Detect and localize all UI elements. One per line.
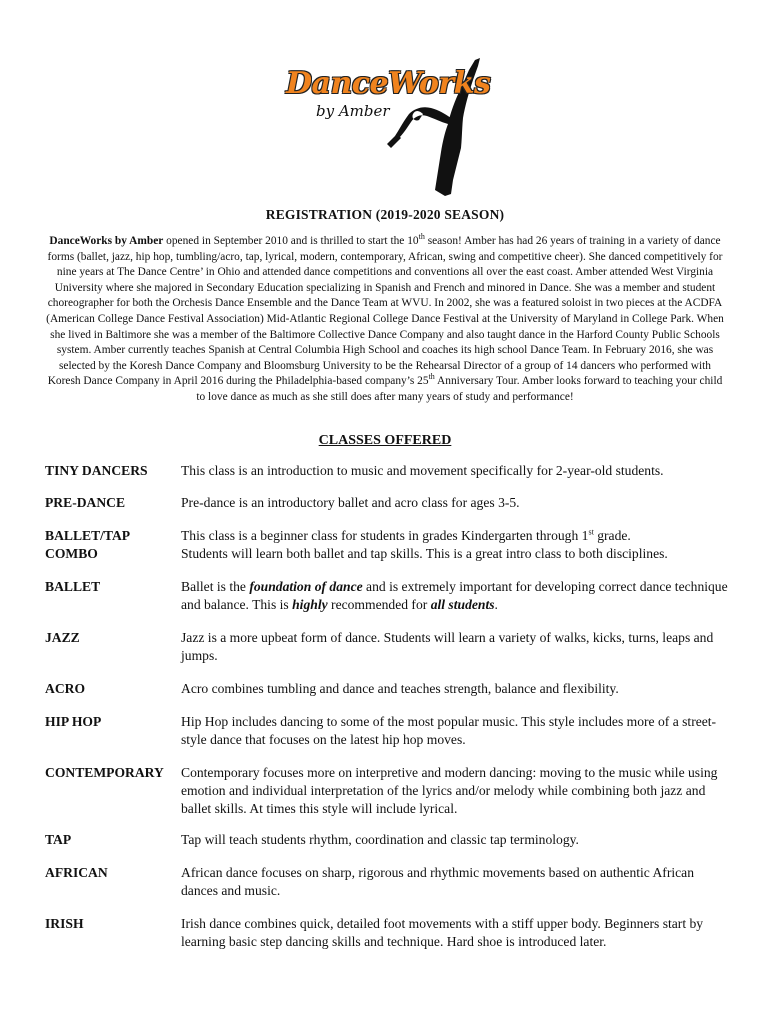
desc-text-5: recommended for [327,597,431,612]
class-name: IRISH [45,916,84,931]
desc-sup: st [588,527,594,537]
class-name-line-1: BALLET/TAP [45,528,131,543]
intro-sup-1: th [418,232,425,242]
brand-logo-text: DanceWorks [286,66,491,101]
desc-emphasis-foundation: foundation of dance [249,579,363,594]
class-description-line-1 [181,527,733,545]
desc-text-a: This class is a beginner class for students in grades Kindergarten through 1 [181,528,589,543]
class-name: BALLET [45,579,101,594]
class-description-line-2: Students will learn both ballet and tap skills. This is a great intro class to both disciplines. [181,546,668,561]
desc-text-7: . [494,597,498,612]
class-description: This class is an introduction to music and movement specifically for 2-year-old students. [181,463,664,478]
class-description: Pre-dance is an introductory ballet and acro class for ages 3-5. [181,495,520,510]
class-name: TAP [45,832,72,847]
intro-text-1: opened in September 2010 and is thrilled to start the 10 [163,235,419,247]
class-description: Jazz is a more upbeat form of dance. Students will learn a variety of walks, kicks, turns, leaps and jumps. [181,630,714,663]
class-description: Contemporary focuses more on interpretive and modern dancing: moving to the music while using emotion and individual interpretation of the lyrics and/or melody while combining both jazz and ballet skills. At times this style will include lyrical. [181,765,718,816]
class-name-line-2: COMBO [45,546,98,561]
class-name: PRE-DANCE [45,495,126,510]
intro-sup-2: th [428,372,435,382]
desc-text-b: grade. [593,528,631,543]
intro-text-2: season! Amber has had 26 years of training in a variety of dance forms (ballet, jazz, hip hop, tumbling/acro, tap, lyrical, modern, contemporary, African, swing and competitive cheer). She danced competitively for nine years at The Dance Centre’ in Ohio and attended dance competitions and conventions all over the east coast. Amber attended West Virginia University where she majored in Secondary Education specializing in Spanish and French and minored in Dance. She was a member and student choreographer for both the Orchesis Dance Ensemble and the Dance Team at WVU. In 2002, she was a featured soloist in two pieces at the ACDFA (American College Dance Festival Association) Mid-Atlantic Regional College Dance Festival at the University of Maryland in College Park. When she lived in Baltimore she was a member of the Baltimore Collective Dance Company and also taught dance in the Harford County Public Schools system. Amber currently teaches Spanish at Central Columbia High School and coaches its high school Dance Team. In February 2016, she was selected by the Koresh Dance Company and Bloomsburg University to be the Rehearsal Director of a group of 14 dancers who performed with Koresh Dance Company in April 2016 during the Philadelphia-based company’s 25 [46,235,724,388]
class-name: ACRO [45,681,86,696]
class-name [45,527,185,563]
brand-logo-subtext: by Amber [316,102,390,120]
class-name: CONTEMPORARY [45,765,164,780]
class-description: Irish dance combines quick, detailed foot movements with a stiff upper body. Beginners start by learning basic step dancing skills and technique. Hard shoe is introduced later. [181,916,704,949]
class-description: Acro combines tumbling and dance and teaches strength, balance and flexibility. [181,681,619,696]
class-description: Hip Hop includes dancing to some of the most popular music. This style includes more of a street-style dance that focuses on the latest hip hop moves. [181,714,717,747]
class-name: HIP HOP [45,714,102,729]
registration-title: REGISTRATION (2019-2020 SEASON) [265,207,505,222]
desc-emphasis-highly: highly [292,597,328,612]
class-description: African dance focuses on sharp, rigorous and rhythmic movements based on authentic African dances and music. [181,865,695,898]
class-description [181,578,733,614]
class-description: Tap will teach students rhythm, coordination and classic tap terminology. [181,832,579,847]
intro-text-3: Anniversary Tour. Amber looks forward to teaching your child to love dance as much as she still does after many years of study and performance! [196,375,723,403]
classes-heading: CLASSES OFFERED [318,433,452,448]
desc-emphasis-all-students: all students [430,597,495,612]
class-name: AFRICAN [45,865,108,880]
desc-text-3: and is extremely important for developing correct dance technique and balance. This is [181,579,728,612]
intro-paragraph [44,234,726,406]
desc-text-1: Ballet is the [181,579,250,594]
intro-brand-name: DanceWorks by Amber [49,235,164,247]
class-name: TINY DANCERS [45,463,148,478]
class-name: JAZZ [45,630,80,645]
class-description [181,527,733,563]
